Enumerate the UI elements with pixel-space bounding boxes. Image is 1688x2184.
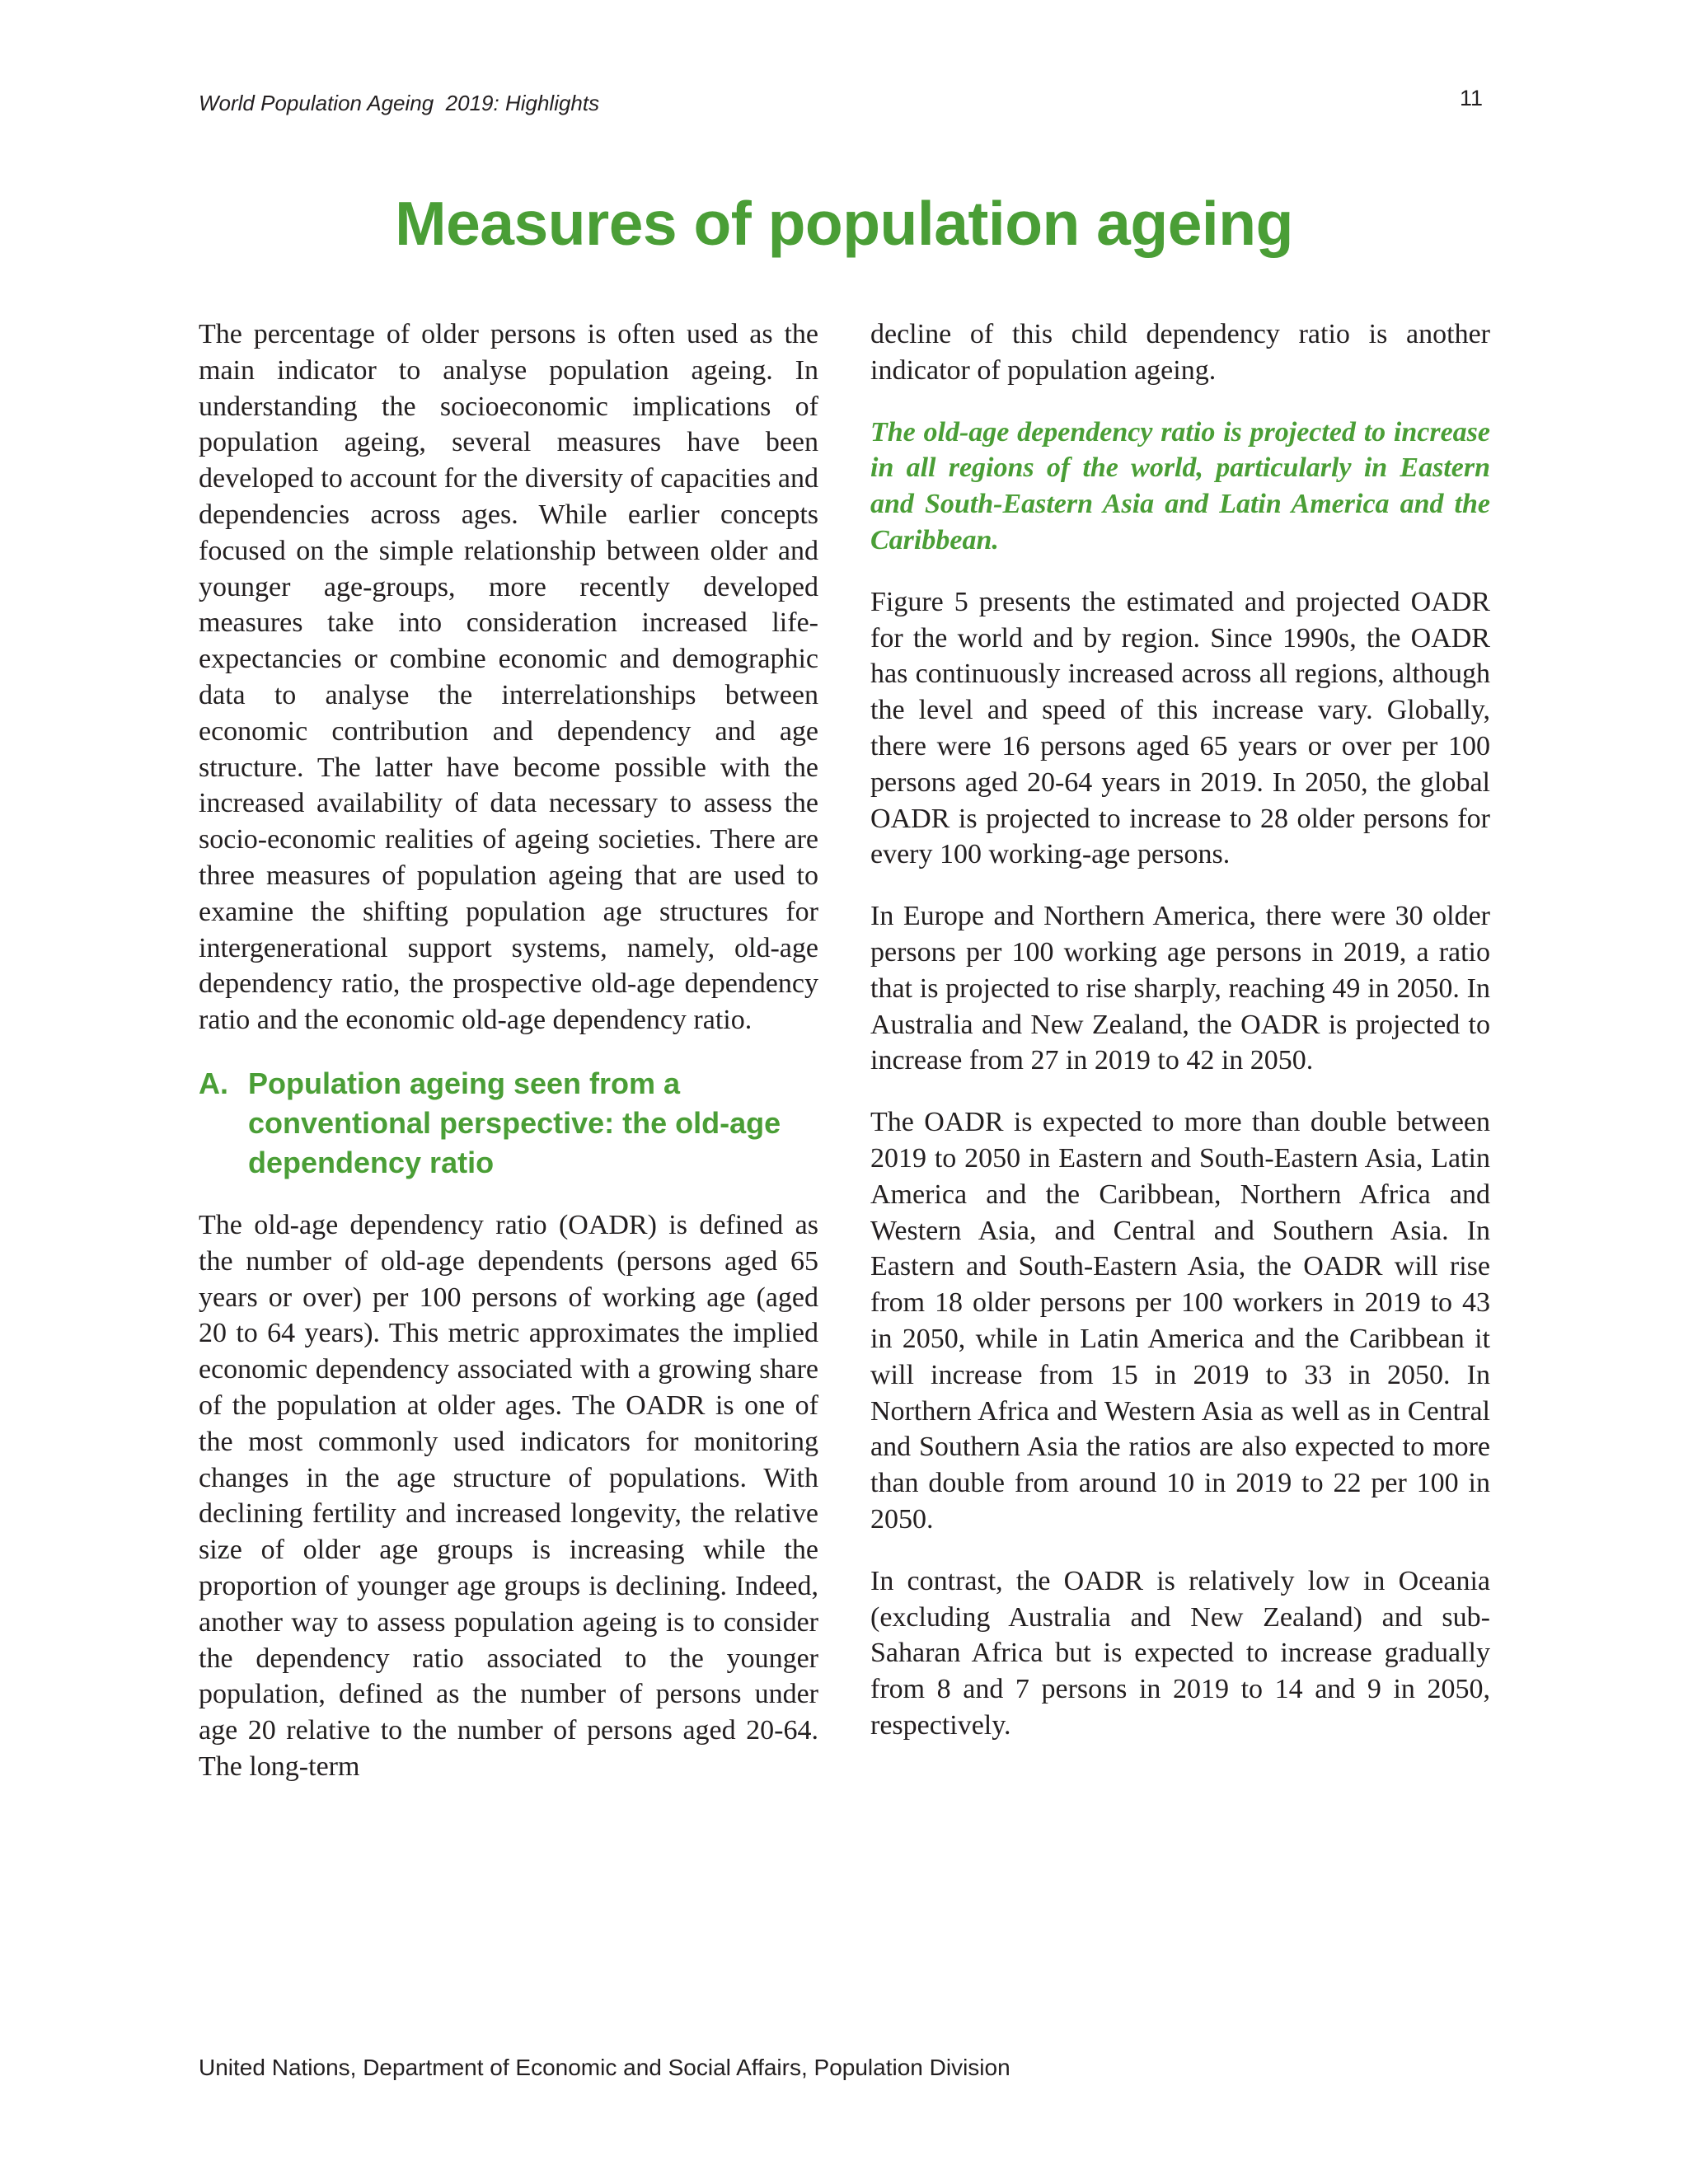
intro-paragraph: The percentage of older persons is often used as the main indicator to analyse population ageing. In understanding the socioeconomic implications of population ageing, several measures have been developed to account for the diversity of capacities and dependencies across ages. While earlier concepts focused on the simple relationship between older and younger age-groups, more recently developed measures take into consideration increased life-expectancies or combine economic and demographic data to analyse the interrelationships between economic contribution and dependency and age structure. The latter have become possible with the increased availability of data necessary to assess the socio-economic realities of ageing societies. There are three measures of population ageing that are used to examine the shifting population age structures for intergenerational support systems, namely, old-age dependency ratio, the prospective old-age dependency ratio and the economic old-age dependency ratio. <box>199 319 818 1036</box>
page-number: 11 <box>1459 86 1483 110</box>
continuation-paragraph: decline of this child dependency ratio is another indicator of population ageing. <box>870 319 1490 386</box>
key-finding-highlight: The old-age dependency ratio is projected to increase in all regions of the world, particularly in Eastern and South-Eastern Asia and Latin America and the Caribbean. <box>870 416 1490 555</box>
double-paragraph: The OADR is expected to more than double between 2019 to 2050 in Eastern and South-Eastern Asia, Latin America and the Caribbean, Northern Africa and Western Asia, and Central and Southern Asia. In Eastern and South-Eastern Asia, the OADR will rise from 18 older persons per 100 workers in 2019 to 43 in 2050, while in Latin America and the Caribbean it will increase from 15 in 2019 to 33 in 2050. In Northern Africa and Western Asia as well as in Central and Southern Asia the ratios are also expected to more than double from around 10 in 2019 to 22 per 100 in 2050. <box>870 1107 1490 1535</box>
figure5-paragraph: Figure 5 presents the estimated and projected OADR for the world and by region. Since 1990s, the OADR has continuously increased across all regions, although the level and speed of this increase vary. Globally, there were 16 persons aged 65 years or over per 100 persons aged 20-64 years in 2019. In 2050, the global OADR is projected to increase to 28 older persons for every 100 working-age persons. <box>870 586 1490 870</box>
section-title: Population ageing seen from a conventional perspective: the old-age dependency ratio <box>248 1066 781 1179</box>
contrast-paragraph: In contrast, the OADR is relatively low in Oceania (excluding Australia and New Zealand) and sub-Saharan Africa but is expected to increase gradually from 8 and 7 persons in 2019 to 14 and 9 in 2050, respectively. <box>870 1565 1490 1741</box>
section-letter: A. <box>199 1066 228 1100</box>
section-heading <box>199 1064 818 1183</box>
left-column <box>199 316 818 1811</box>
right-column <box>870 316 1490 1769</box>
page-title: Measures of population ageing <box>395 189 1293 258</box>
europe-paragraph: In Europe and Northern America, there were 30 older persons per 100 working age persons in 2019, a ratio that is projected to rise sharply, reaching 49 in 2050. In Australia and New Zealand, the OADR is projected to increase from 27 in 2019 to 42 in 2050. <box>870 901 1490 1076</box>
footer-text: United Nations, Department of Economic and Social Affairs, Population Division <box>199 2055 1010 2080</box>
oadr-definition-paragraph: The old-age dependency ratio (OADR) is defined as the number of old-age dependents (persons aged 65 years or over) per 100 persons of working age (aged 20 to 64 years). This metric approximates the implied economic dependency associated with a growing share of the population at older ages. The OADR is one of the most commonly used indicators for monitoring changes in the age structure of populations. With declining fertility and increased longevity, the relative size of older age groups is increasing while the proportion of younger age groups is declining. Indeed, another way to assess population ageing is to consider the dependency ratio associated to the younger population, defined as the number of persons under age 20 relative to the number of persons aged 20-64. The long-term <box>199 1209 818 1782</box>
running-title: World Population Ageing 2019: Highlights <box>199 91 600 115</box>
